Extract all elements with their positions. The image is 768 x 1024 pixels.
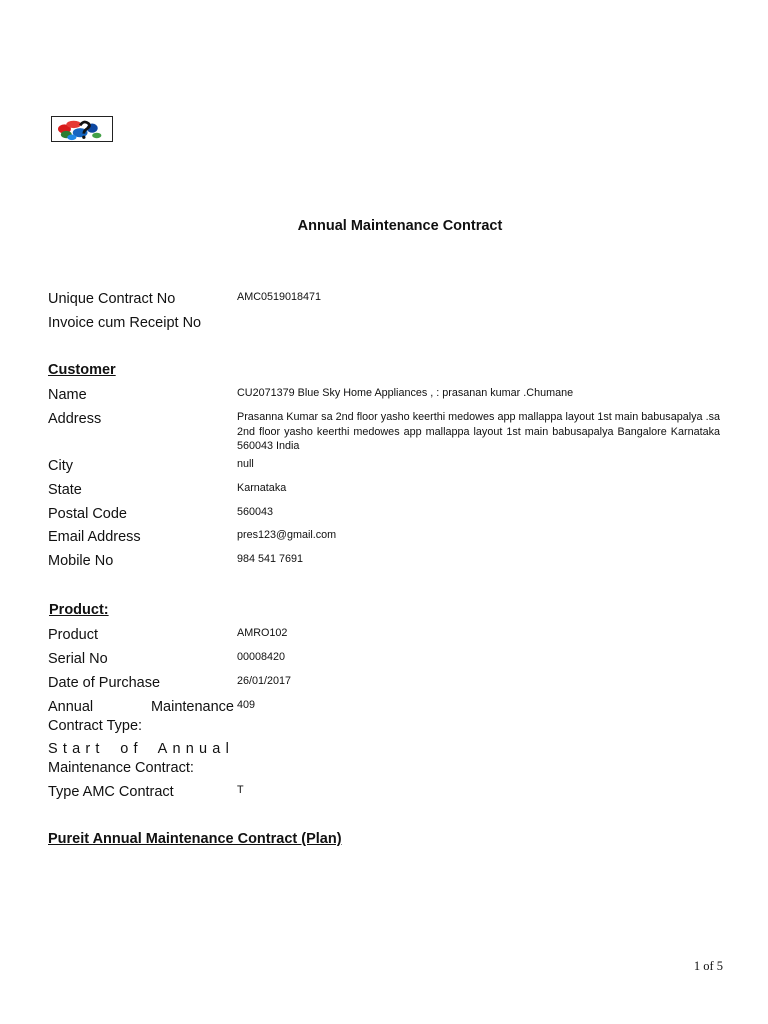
plan-heading: Pureit Annual Maintenance Contract (Plan) bbox=[48, 831, 342, 847]
unique-contract-no-value: AMC0519018471 bbox=[237, 291, 322, 303]
document-title: Annual Maintenance Contract bbox=[297, 218, 503, 234]
product-value: AMRO102 bbox=[237, 627, 288, 639]
customer-email-value: pres123@gmail.com bbox=[237, 529, 337, 541]
customer-name-label: Name bbox=[48, 387, 87, 403]
customer-mobile-value: 984 541 7691 bbox=[237, 553, 304, 565]
purchase-date-value: 26/01/2017 bbox=[237, 675, 292, 687]
amc-start-label-line2: Maintenance Contract: bbox=[48, 760, 194, 776]
customer-address-value: Prasanna Kumar sa 2nd floor yasho keerthi medowes app mallappa layout 1st main babusapalya .sa 2nd floor yasho keerthi medowes app mallappa layout 1st main babusapalya Bangalore Karnataka 560043 India bbox=[237, 411, 720, 452]
serial-label: Serial No bbox=[48, 651, 108, 667]
customer-mobile-label: Mobile No bbox=[48, 553, 114, 569]
type-amc-label: Type AMC Contract bbox=[48, 784, 174, 800]
customer-address-label: Address bbox=[48, 411, 102, 427]
company-logo bbox=[51, 116, 113, 142]
amc-start-label bbox=[48, 740, 234, 778]
page-indicator: 1 of 5 bbox=[693, 959, 723, 973]
product-heading: Product: bbox=[49, 602, 109, 618]
amc-start-label-line1: Start of Annual bbox=[48, 741, 234, 757]
amc-type-value: 409 bbox=[237, 699, 256, 711]
customer-name-value: CU2071379 Blue Sky Home Appliances , : prasanan kumar .Chumane bbox=[237, 387, 574, 399]
customer-state-value: Karnataka bbox=[237, 482, 287, 494]
unique-contract-no-label: Unique Contract No bbox=[48, 291, 176, 307]
product-label: Product bbox=[48, 627, 98, 643]
amc-type-label: Annual Maintenance Contract Type: bbox=[48, 699, 234, 734]
customer-email-label: Email Address bbox=[48, 529, 141, 545]
customer-city-label: City bbox=[48, 458, 73, 474]
amc-start-label-text bbox=[48, 741, 234, 776]
serial-value: 00008420 bbox=[237, 651, 286, 663]
customer-postal-label: Postal Code bbox=[48, 506, 127, 522]
customer-heading: Customer bbox=[48, 362, 116, 378]
customer-city-value: null bbox=[237, 458, 254, 470]
customer-state-label: State bbox=[48, 482, 82, 498]
question-mark-logo-icon bbox=[52, 117, 112, 141]
customer-postal-value: 560043 bbox=[237, 506, 274, 518]
type-amc-value: T bbox=[237, 784, 244, 796]
invoice-label: Invoice cum Receipt No bbox=[48, 315, 202, 331]
purchase-date-label: Date of Purchase bbox=[48, 675, 161, 691]
